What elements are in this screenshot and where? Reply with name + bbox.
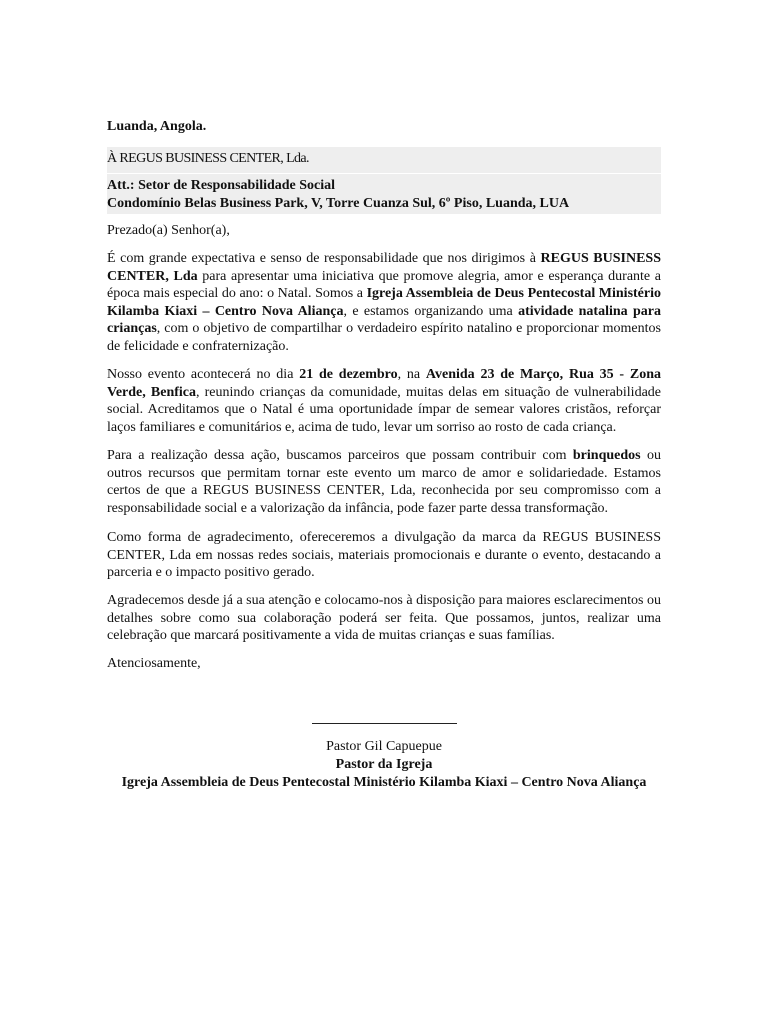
p1-activity: atividade natalina para crianças (107, 303, 661, 336)
city-date-line: Luanda, Angola. (107, 119, 207, 134)
p2-text-3: , reunindo crianças da comunidade, muitas delas em situação de vulnerabilidade social. Acreditamos que o Natal é uma oportunidade ímpar de semear valores cristãos, reforçar laços familiares e comunitários e, acima de tudo, levar um sorriso ao rosto de cada criança. (107, 384, 661, 435)
p1-text-1: É com grande expectativa e senso de responsabilidade que nos dirigimos à (107, 251, 541, 266)
paragraph-request (107, 447, 661, 517)
signer-name: Pastor Gil Capuepue (326, 739, 442, 754)
paragraph-event (107, 366, 661, 436)
p2-address: Avenida 23 de Março, Rua 35 - Zona Verde, Benfica (107, 367, 662, 400)
greeting: Prezado(a) Senhor(a), (107, 223, 230, 238)
p1-text-4: , com o objetivo de compartilhar o verdadeiro espírito natalino e proporcionar momentos de felicidade e confraternização. (107, 321, 661, 354)
signature-line (312, 723, 457, 724)
attention-line: Att.: Setor de Responsabilidade Social (107, 178, 336, 193)
signer-organization: Igreja Assembleia de Deus Pentecostal Ministério Kilamba Kiaxi – Centro Nova Aliança (121, 775, 647, 790)
p2-text-2: , na (397, 367, 426, 382)
recipient-line (107, 147, 661, 173)
address-line: Condomínio Belas Business Park, V, Torre Cuanza Sul, 6º Piso, Luanda, LUA (107, 195, 570, 211)
paragraph-intro (107, 250, 661, 355)
p1-church-name: Igreja Assembleia de Deus Pentecostal Ministério Kilamba Kiaxi – Centro Nova Aliança (107, 286, 661, 319)
p1-text-3: , e estamos organizando uma (343, 303, 519, 319)
paragraph-acknowledgement: Como forma de agradecimento, ofereceremos a divulgação da marca da REGUS BUSINESS CENTER, Lda em nossas redes sociais, materiais promocionais e durante o evento, destacando a parceria e o impacto positivo gerado. (107, 530, 661, 580)
attention-block (107, 174, 661, 214)
p1-company-name: REGUS BUSINESS CENTER, Lda (107, 251, 662, 284)
paragraph-thanks: Agradecemos desde já a sua atenção e colocamo-nos à disposição para maiores esclarecimentos ou detalhes sobre como sua colaboração poderá ser feita. Que possamos, juntos, realizar uma celebração que marcará positivamente a vida de muitas crianças e suas famílias. (107, 593, 661, 643)
closing: Atenciosamente, (107, 656, 201, 671)
p3-toys: brinquedos (572, 448, 641, 463)
p2-text-1: Nosso evento acontecerá no dia (107, 367, 300, 382)
p3-text-1: Para a realização dessa ação, buscamos parceiros que possam contribuir com (107, 448, 573, 463)
p2-date: 21 de dezembro (299, 367, 398, 382)
p3-text-2: ou outros recursos que permitam tornar este evento um marco de amor e solidariedade. Estamos certos de que a REGUS BUSINESS CENTER, Lda, reconhecida por seu compromisso com a responsabilidade social e a valorização da infância, pode fazer parte dessa transformação. (107, 448, 662, 516)
recipient-text: À REGUS BUSINESS CENTER, Lda. (107, 151, 309, 166)
p1-text-2: para apresentar uma iniciativa que promove alegria, amor e esperança durante a época mais especial do ano: o Natal. Somos a (107, 268, 661, 301)
signer-role: Pastor da Igreja (335, 757, 433, 772)
